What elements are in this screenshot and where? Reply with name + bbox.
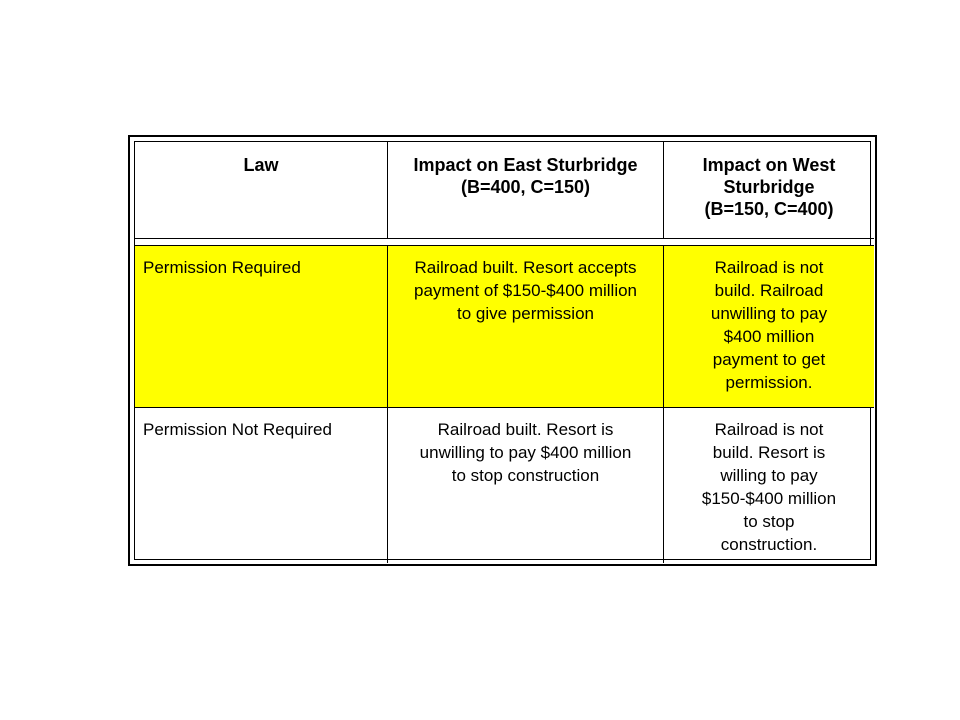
header-separator-top bbox=[135, 238, 874, 239]
row-2-east: Railroad built. Resort is unwilling to pay $400 million to stop construction bbox=[419, 420, 632, 485]
row-2-law: Permission Not Required bbox=[143, 420, 332, 439]
row-separator bbox=[135, 407, 874, 408]
header-east: Impact on East Sturbridge (B=400, C=150) bbox=[413, 155, 638, 197]
header-separator-bottom bbox=[135, 245, 874, 246]
table-inner bbox=[134, 141, 871, 560]
header-west: Impact on West Sturbridge (B=150, C=400) bbox=[702, 155, 836, 219]
row-1-east: Railroad built. Resort accepts payment of $150-$400 million to give permission bbox=[413, 258, 638, 323]
row-1-west: Railroad is not build. Railroad unwilling to pay $400 million payment to get permission. bbox=[710, 258, 828, 392]
row-2-west: Railroad is not build. Resort is willing to pay $150-$400 million to stop construction. bbox=[701, 420, 837, 554]
header-law: Law bbox=[243, 155, 279, 175]
row-1-law: Permission Required bbox=[143, 258, 301, 277]
table-frame bbox=[128, 135, 877, 566]
